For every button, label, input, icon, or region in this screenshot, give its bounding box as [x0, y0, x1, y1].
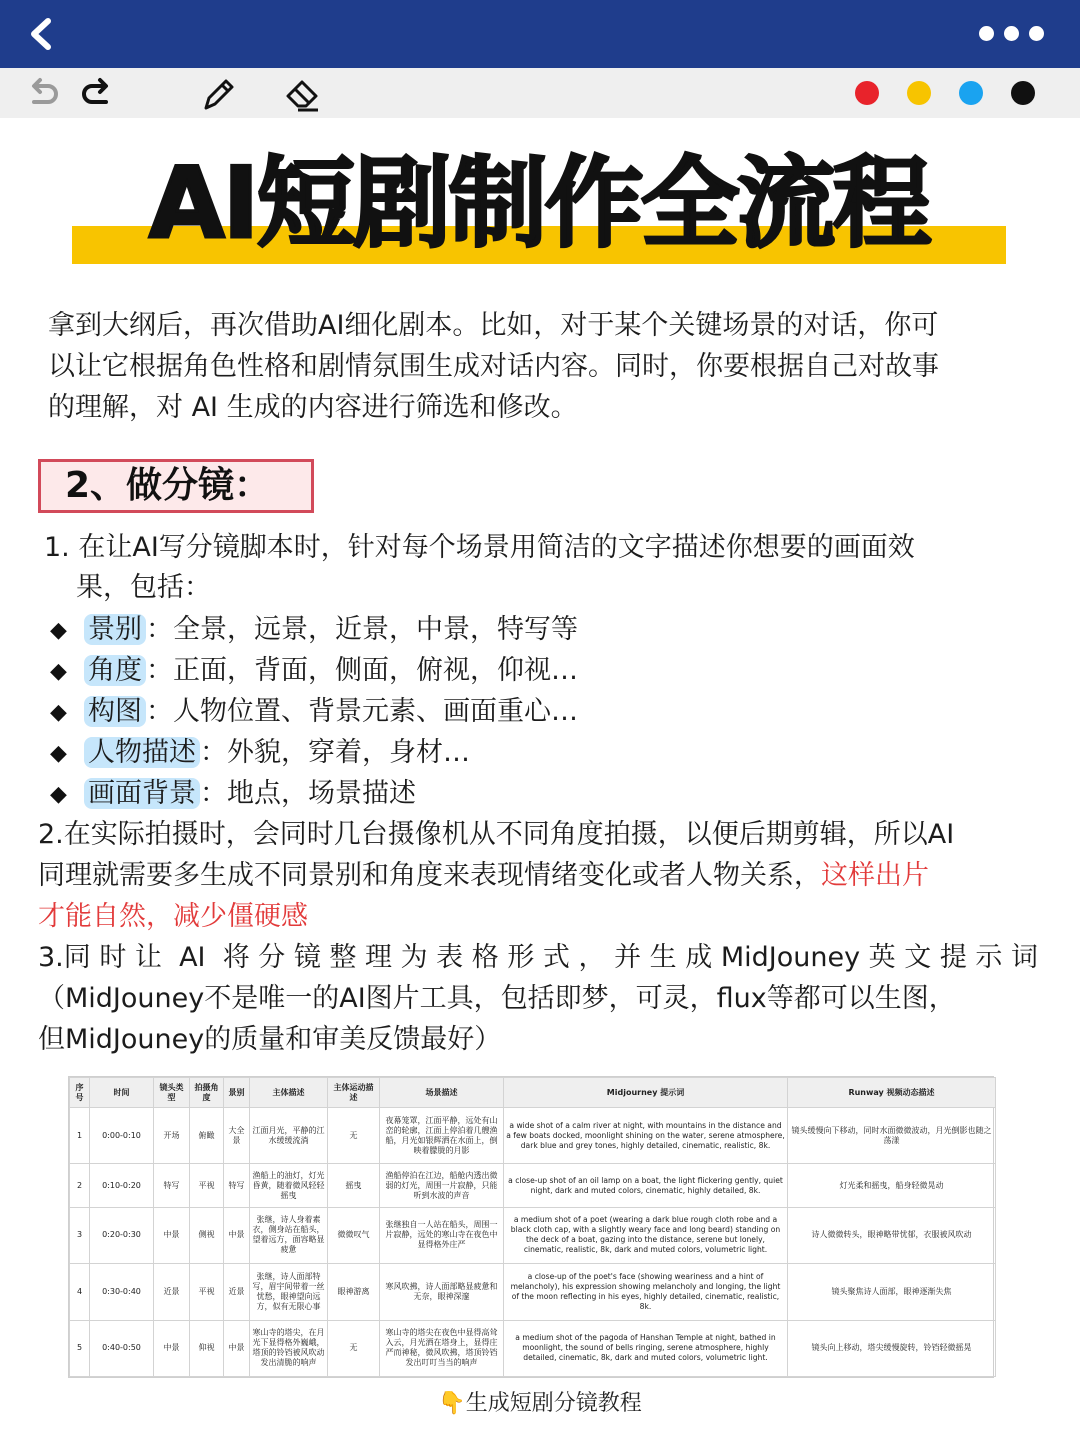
table-cell: 张继，诗人身着素衣，侧身站在船头，望着远方，面容略显疲惫 — [250, 1207, 328, 1263]
diamond-bullet-icon: ◆ — [50, 782, 67, 807]
storyboard-table-grid — [69, 1077, 996, 1377]
table-cell: 0:20-0:30 — [90, 1207, 154, 1263]
table-cell: 诗人微微转头，眼神略带忧郁，衣服被风吹动 — [788, 1207, 996, 1263]
table-cell: 5 — [70, 1320, 90, 1376]
table-cell: 渔船停泊在江边，船舱内透出微弱的灯光，周围一片寂静，只能听到水波的声音 — [380, 1164, 504, 1207]
tutorial-caption: 👇生成短剧分镜教程 — [438, 1391, 642, 1416]
step2-line: 2.在实际拍摄时，会同时几台摄像机从不同角度拍摄，以便后期剪辑，所以AI — [38, 819, 955, 850]
table-cell: 镜头缓慢向下移动，同时水面微微波动，月光倒影也随之荡漾 — [788, 1108, 996, 1164]
table-cell: 夜幕笼罩，江面平静，远处有山峦的轮廓，江面上停泊着几艘渔船，月光如银辉洒在水面上，倒映着朦胧的月影 — [380, 1108, 504, 1164]
top-bar — [0, 0, 1080, 68]
bullet-desc: ：人物位置、背景元素、画面重心… — [146, 696, 578, 727]
table-cell: 眼神游离 — [328, 1264, 380, 1320]
table-cell: a close-up shot of an oil lamp on a boat, the light flickering gently, quiet night, dark and muted colors, cinematic, highly detailed, 8k. — [504, 1164, 788, 1207]
table-cell: 平视 — [190, 1164, 224, 1207]
table-row — [70, 1320, 996, 1376]
table-header-cell: 主体描述 — [250, 1078, 328, 1108]
color-black-swatch[interactable] — [1011, 81, 1035, 105]
step3-line: 3.同 时 让 AI 将 分 镜 整 理 为 表 格 形 式 ， 并 生 成 MidJouney 英 文 提 示 词 — [38, 942, 1038, 973]
bullet-item — [84, 774, 416, 814]
table-cell: 1 — [70, 1108, 90, 1164]
table-cell: a close-up of the poet's face (showing weariness and a hint of melancholy), his expression showing melancholy and longing, the light of the moon reflecting in his eyes, highly detailed, cinematic, realistic, 8k. — [504, 1264, 788, 1320]
table-header-cell: 拍摄角度 — [190, 1078, 224, 1108]
redo-icon[interactable] — [78, 74, 118, 114]
table-cell: 镜头聚焦诗人面部，眼神逐渐失焦 — [788, 1264, 996, 1320]
bullet-term: 构图 — [84, 696, 146, 727]
step2-text: 同理就需要多生成不同景别和角度来表现情绪变化或者人物关系， — [38, 860, 821, 891]
table-cell: 0:40-0:50 — [90, 1320, 154, 1376]
bullet-item — [84, 692, 578, 732]
step3-line: （MidJouney不是唯一的AI图片工具，包括即梦，可灵，flux等都可以生图， — [38, 983, 956, 1014]
storyboard-table — [68, 1076, 994, 1378]
bullet-desc: ：全景，远景，近景，中景，特写等 — [146, 614, 578, 645]
table-cell: 4 — [70, 1264, 90, 1320]
bullet-item — [84, 733, 470, 773]
table-header-cell: Runway 视频动态描述 — [788, 1078, 996, 1108]
drawing-toolbar — [0, 68, 1080, 118]
table-cell: 摇曳 — [328, 1164, 380, 1207]
table-cell: 仰视 — [190, 1320, 224, 1376]
pencil-icon[interactable] — [198, 74, 238, 114]
table-cell: 0:00-0:10 — [90, 1108, 154, 1164]
table-header-cell: 场景描述 — [380, 1078, 504, 1108]
step2-line — [38, 856, 929, 896]
table-cell: 中景 — [224, 1320, 250, 1376]
color-red-swatch[interactable] — [855, 81, 879, 105]
table-cell: 3 — [70, 1207, 90, 1263]
intro-paragraph — [48, 305, 1038, 428]
table-cell: 无 — [328, 1108, 380, 1164]
table-cell: 平视 — [190, 1264, 224, 1320]
eraser-icon[interactable] — [282, 74, 322, 114]
table-cell: 渔船上的油灯，灯光昏黄，随着微风轻轻摇曳 — [250, 1164, 328, 1207]
table-header-cell: 时间 — [90, 1078, 154, 1108]
title-block — [72, 142, 1006, 266]
step3-line: 但MidJouney的质量和审美反馈最好） — [38, 1024, 502, 1055]
bullet-desc: ：正面，背面，侧面，俯视，仰视… — [146, 655, 578, 686]
table-cell: 江面月光，平静的江水缓缓流淌 — [250, 1108, 328, 1164]
table-cell: 2 — [70, 1164, 90, 1207]
table-header-cell: Midjourney 提示词 — [504, 1078, 788, 1108]
color-blue-swatch[interactable] — [959, 81, 983, 105]
diamond-bullet-icon: ◆ — [50, 741, 67, 766]
table-cell: 开场 — [154, 1108, 190, 1164]
table-cell: a medium shot of the pagoda of Hanshan Temple at night, bathed in moonlight, the sound of bells ringing, serene atmosphere, highly detailed, cinematic, 8k, dark and muted colors, volumetric light. — [504, 1320, 788, 1376]
table-cell: 张继，诗人面部特写，眉宇间带着一丝忧愁，眼神望向远方，似有无限心事 — [250, 1264, 328, 1320]
table-cell: 特写 — [154, 1164, 190, 1207]
table-cell: 侧视 — [190, 1207, 224, 1263]
table-header-cell: 景别 — [224, 1078, 250, 1108]
table-cell: 大全景 — [224, 1108, 250, 1164]
step2-highlight-line: 才能自然，减少僵硬感 — [38, 901, 308, 932]
bullet-term: 画面背景 — [84, 778, 200, 809]
undo-icon[interactable] — [22, 74, 62, 114]
table-cell: 寒山寺的塔尖，在月光下显得格外巍峨，塔顶的铃铛被风吹动发出清脆的响声 — [250, 1320, 328, 1376]
page-title: AI短剧制作全流程 — [148, 147, 930, 261]
diamond-bullet-icon: ◆ — [50, 659, 67, 684]
table-cell: 无 — [328, 1320, 380, 1376]
bullet-desc: ：地点，场景描述 — [200, 778, 416, 809]
table-cell: a medium shot of a poet (wearing a dark blue rough cloth robe and a black cloth cap, with a slightly weary face and long beard) standing on the deck of a boat, gazing into the distance, serene but lonely, cinematic, realistic, 8k, dark and muted colors, volumetric light. — [504, 1207, 788, 1263]
color-yellow-swatch[interactable] — [907, 81, 931, 105]
table-header-row — [70, 1078, 996, 1108]
table-header-cell: 序号 — [70, 1078, 90, 1108]
table-cell: 0:30-0:40 — [90, 1264, 154, 1320]
section-title: 2、做分镜： — [65, 465, 271, 506]
diamond-bullet-icon: ◆ — [50, 618, 67, 643]
table-header-cell: 主体运动描述 — [328, 1078, 380, 1108]
bullet-term: 景别 — [84, 614, 146, 645]
bullet-item — [84, 610, 578, 650]
bullet-term: 角度 — [84, 655, 146, 686]
bullet-term: 人物描述 — [84, 737, 200, 768]
table-cell: 中景 — [154, 1320, 190, 1376]
table-cell: 张继独自一人站在船头，周围一片寂静，远处的寒山寺在夜色中显得格外庄严 — [380, 1207, 504, 1263]
step2-highlight-text: 这样出片 — [821, 860, 929, 891]
table-cell: a wide shot of a calm river at night, with mountains in the distance and a few boats docked, moonlight shining on the water, serene atmosphere, dark blue and grey tones, highly detailed, cinematic, realistic, 8k. — [504, 1108, 788, 1164]
bullet-item — [84, 651, 578, 691]
table-row — [70, 1207, 996, 1263]
bullet-desc: ：外貌，穿着，身材… — [200, 737, 470, 768]
table-cell: 灯光柔和摇曳，船身轻微晃动 — [788, 1164, 996, 1207]
table-row — [70, 1108, 996, 1164]
table-row — [70, 1164, 996, 1207]
table-cell: 寒山寺的塔尖在夜色中显得高耸入云，月光洒在塔身上，显得庄严而神秘，微风吹拂，塔顶铃铛发出叮叮当当的响声 — [380, 1320, 504, 1376]
table-cell: 特写 — [224, 1164, 250, 1207]
table-cell: 微微叹气 — [328, 1207, 380, 1263]
table-cell: 中景 — [154, 1207, 190, 1263]
table-row — [70, 1264, 996, 1320]
table-cell: 0:10-0:20 — [90, 1164, 154, 1207]
table-cell: 寒风吹拂，诗人面部略显疲惫和无奈，眼神深邃 — [380, 1264, 504, 1320]
section-heading-box — [38, 459, 314, 513]
table-cell: 中景 — [224, 1207, 250, 1263]
intro-line: 拿到大纲后，再次借助AI细化剧本。比如，对于某个关键场景的对话，你可 — [48, 310, 939, 341]
more-horizontal-icon[interactable] — [979, 26, 1044, 41]
table-cell: 近景 — [224, 1264, 250, 1320]
step1-line: 1. 在让AI写分镜脚本时，针对每个场景用简洁的文字描述你想要的画面效 — [44, 532, 915, 563]
table-header-cell: 镜头类型 — [154, 1078, 190, 1108]
diamond-bullet-icon: ◆ — [50, 700, 67, 725]
table-cell: 近景 — [154, 1264, 190, 1320]
step1-line: 果，包括： — [76, 572, 211, 603]
chevron-left-icon[interactable] — [20, 12, 64, 56]
table-cell: 俯瞰 — [190, 1108, 224, 1164]
intro-line: 以让它根据角色性格和剧情氛围生成对话内容。同时，你要根据自己对故事 — [48, 351, 939, 382]
table-cell: 镜头向上移动，塔尖缓慢旋转，铃铛轻微摇晃 — [788, 1320, 996, 1376]
intro-line: 的理解，对 AI 生成的内容进行筛选和修改。 — [48, 392, 578, 423]
